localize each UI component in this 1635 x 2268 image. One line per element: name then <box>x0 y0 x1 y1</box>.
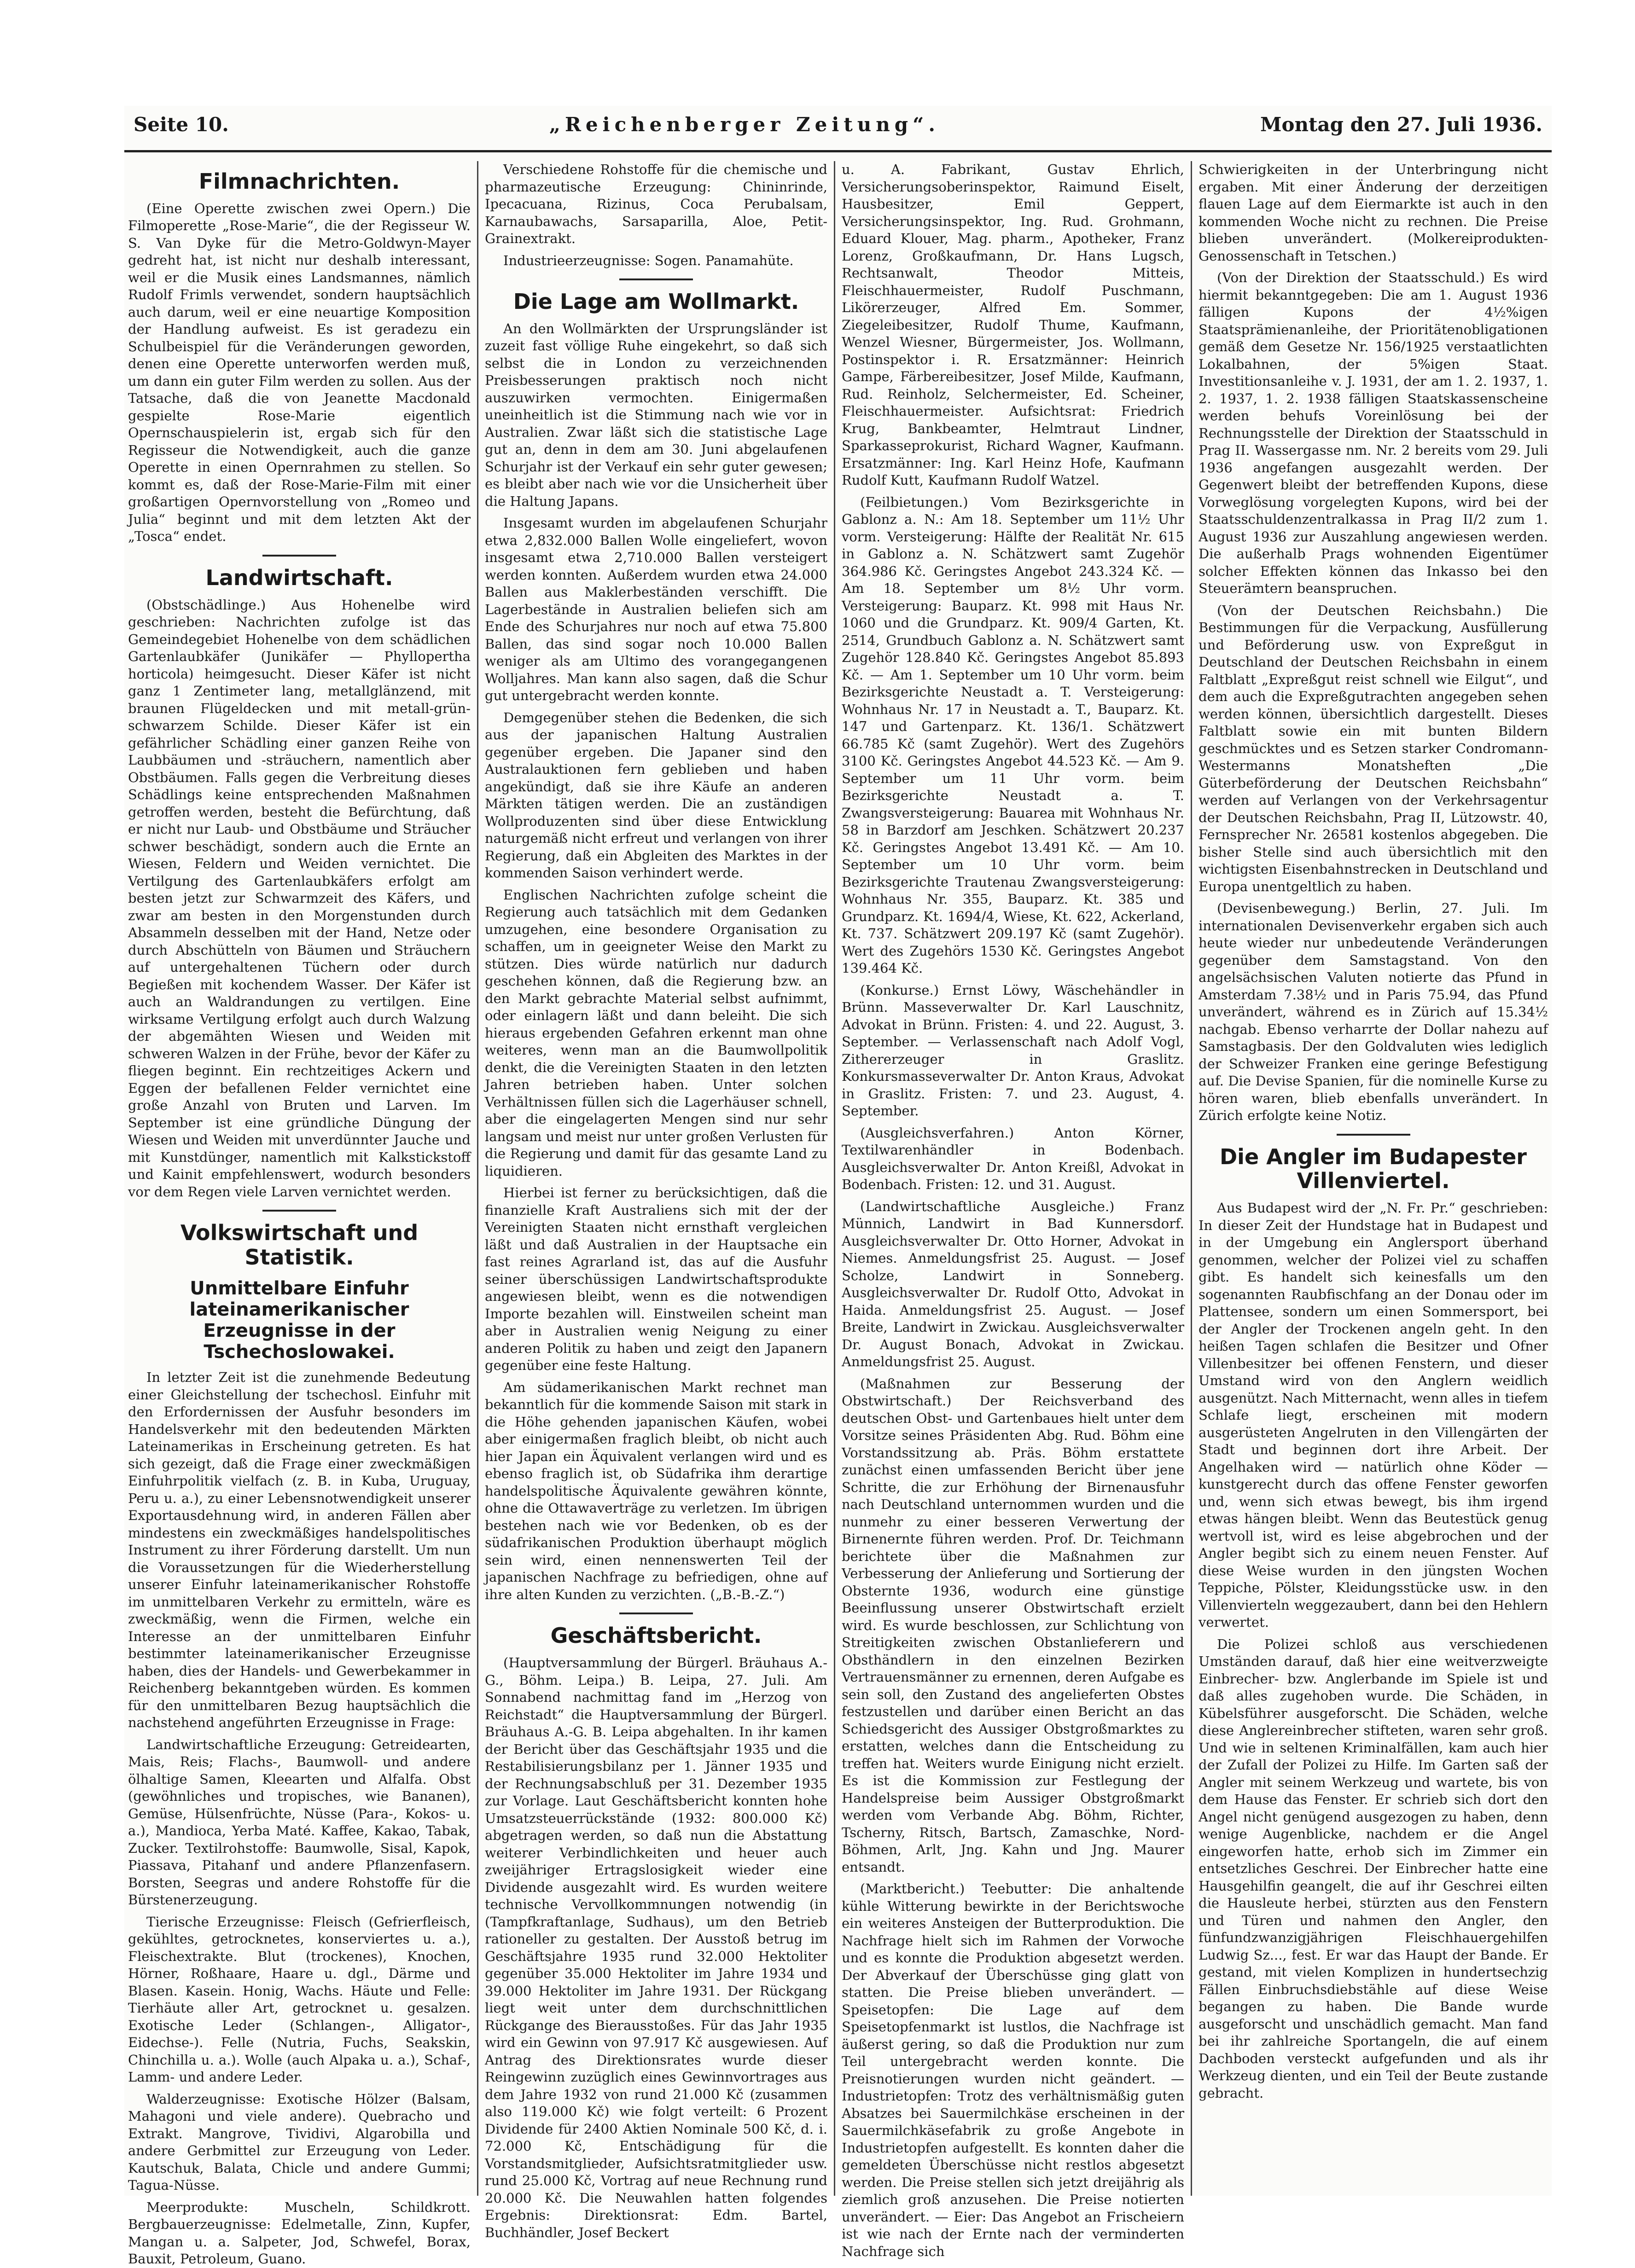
article-paragraph: (Von der Direktion der Staatsschuld.) Es wird hiermit bekanntgegeben: Die am 1. August 1936 fälligen Kupons der 4½%igen Staatsprämienanleihe, der Prioritätenobligationen gemäß dem Gesetze Nr. 156/1925 verstaatlichten Lokalbahnen, der 5%igen Staat. Investitionsanleihe v. J. 1931, der am 1. 2. 1937, 1. 2. 1937, 1. 2. 1938 fälligen Staatskassenscheine werden behufs Voreinlösung bei der Rechnungsstelle der Direktion der Staatsschuld in Prag II. Wassergasse nm. Nr. 2 bereits vom 29. Juli 1936 angefangen ausgezahlt werden. Der Gegenwert bleibt der betreffenden Kupons, diese Vorweglösung vorgelegten Kupons, wird bei der Staatsschuldenzentralkassa in Prag II/2 zum 1. August 1936 zur Auszahlung angewiesen werden. Die außerhalb Prags wohnenden Eigentümer solcher Effekten können das Inkasso bei den Steuerämtern beanspruchen. <box>1199 270 1548 596</box>
section-divider <box>1337 1134 1410 1136</box>
section-heading-agriculture: Landwirtschaft. <box>205 565 393 590</box>
article-paragraph: Englischen Nachrichten zufolge scheint die Regierung auch tatsächlich mit dem Gedanken umzugehen, eine besondere Organisation zu schaffen, um in geeigneter Weise den Markt zu stützen. Dies würde natürlich nur dadurch geschehen können, daß die Regierung bzw. an den Markt gebrachte Material selbst aufnimmt, oder einlagern läßt und dann beleiht. Die sich hieraus ergebenden Gefahren erkennt man ohne weiteres, wenn man an die Baumwollpolitik denkt, die die Vereinigten Staaten in den letzten Jahren betrieben haben. Unter solchen Verhältnissen füllen sich die Lagerhäuser schnell, aber die eingelagerten Mengen sind nur sehr langsam und meist nur unter großen Verlusten für die Regierung und damit für das gesamte Land zu liquidieren. <box>485 887 827 1179</box>
article-paragraph: (Feilbietungen.) Vom Bezirksgerichte in Gablonz a. N.: Am 18. September um 11½ Uhr vorm. Versteigerung: Hälfte der Realität Nr. 615 in Gablonz a. N. Schätzwert samt Zugehör 364.986 Kč. Geringstes Angebot 243.324 Kč. — Am 18. September um 8½ Uhr vorm. Versteigerung: Bauparz. Kt. 998 mit Haus Nr. 1060 und die Grundparz. Kt. 909/4 Garten, Kt. 2514, Grundbuch Gablonz a. N. Schätzwert samt Zugehör 128.840 Kč. Geringstes Angebot 85.893 Kč. — Am 1. September um 10 Uhr vorm. beim Bezirksgerichte Neustadt a. T. Versteigerung: Wohnhaus Nr. 17 in Neustadt a. T., Bauparz. Kt. 147 und Gartenparz. Kt. 136/1. Schätzwert 66.785 Kč (samt Zugehör). Wert des Zugehörs 3100 Kč. Geringstes Angebot 44.523 Kč. — Am 9. September um 11 Uhr vorm. beim Bezirksgerichte Neustadt a. T. Zwangsversteigerung: Bauarea mit Wohnhaus Nr. 58 in Barzdorf am Jeschken. Schätzwert 20.237 Kč. Geringstes Angebot 13.491 Kč. — Am 10. September um 10 Uhr vorm. beim Bezirksgerichte Trautenau Zwangsversteigerung: Wohnhaus Nr. 355, Bauparz. Kt. 385 und Grundparz. Kt. 1694/4, Wiese, Kt. 622, Ackerland, Kt. 737. Schätzwert 209.197 Kč (samt Zugehör). Wert des Zugehörs 1530 Kč. Geringstes Angebot 139.464 Kč. <box>842 494 1184 976</box>
article-paragraph: (Hauptversammlung der Bürgerl. Bräuhaus A.-G., Böhm. Leipa.) B. Leipa, 27. Juli. Am Sonnabend nachmittag fand im „Herzog von Reichstadt“ die Hauptversammlung der Bürgerl. Bräuhaus A.-G. B. Leipa abgehalten. In ihr kamen der Bericht über das Geschäftsjahr 1935 und die Restabilisierungsbilanz per 1. Jänner 1935 und der Rechnungsabschluß per 31. Dezember 1935 zur Vorlage. Laut Geschäftsbericht konnten hohe Umsatzsteuerrückstände (1932: 800.000 Kč) abgetragen werden, so daß nun die Abstattung weiterer Verbindlichkeiten und heuer auch zweijähriger Ertragslosigkeit wieder eine Dividende ausgezahlt wird. Es wurden weitere technische Vervollkommnungen notwendig (in (Tampfkraftanlage, Sudhaus), um den Betrieb rationeller zu gestalten. Der Ausstoß betrug im Geschäftsjahre 1935 rund 32.000 Hektoliter gegenüber 35.000 Hektoliter im Jahre 1934 und 39.000 Hektoliter im Jahre 1931. Der Rückgang liegt weit unter dem durchschnittlichen Rückgange des Bierausstoßes. Für das Jahr 1935 wird ein Gewinn von 97.917 Kč ausgewiesen. Auf Antrag des Direktionsrates wurde dieser Reingewinn zuzüglich eines Gewinnvortrages aus dem Jahre 1932 von rund 21.000 Kč (zusammen also 119.000 Kč) wie folgt verteilt: 6 Prozent Dividende für 2400 Aktien Nominale 500 Kč, d. i. 72.000 Kč, Entschädigung für die Vorstandsmitglieder, Aufsichtsratmitglieder usw. rund 25.000 Kč, Vortrag auf neue Rechnung rund 20.000 Kč. Die Neuwahlen hatten folgendes Ergebnis: Direktionsrat: Edm. Bartel, Buchhändler, Josef Beckert <box>485 1655 827 2240</box>
column-divider <box>477 161 478 2196</box>
article-paragraph: Meerprodukte: Muscheln, Schildkrott. Bergbauerzeugnisse: Edelmetalle, Zinn, Kupfer, Mangan u. a. Salpeter, Jod, Schwefel, Borax, Bauxit, Petroleum, Guano. <box>128 2199 471 2267</box>
article-paragraph: Aus Budapest wird der „N. Fr. Pr.“ geschrieben: In dieser Zeit der Hundstage hat in Budapest und in der Umgebung ein Anglersport überhand genommen, welcher der Polizei viel zu schaffen gibt. Es handelt sich keinesfalls um den sogenannten Raubfischfang an der Donau oder im Plattensee, sondern um einen Sommersport, bei der Angler der Trockenen angeln geht. In den heißen Tagen schlafen die Besitzer und Ofner Villenbesitzer bei offenen Fenstern, und dieser Umstand wird von den Anglern weidlich ausgenützt. Nach Mitternacht, wenn alles in tiefem Schlafe liegt, erscheinen mit modern ausgerüsteten Angelruten in den Villengärten der Stadt und beginnen dort ihre Arbeit. Der Angelhaken wird — natürlich ohne Köder — kunstgerecht durch das offene Fenster geworfen und, wenn sich etwas bewegt, bis ihm irgend etwas hängen bleibt. Wenn das Beutestück genug wertvoll ist, wird es leise abgebrochen und der Angler begibt sich zu einem neuen Fenster. Auf diese Weise wurden in den jüngsten Wochen Teppiche, Pölster, Kleidungsstücke usw. in den Villenvierteln weggezaubert, dann bei den Hehlern verwertet. <box>1199 1200 1548 1630</box>
section-divider <box>619 1613 693 1614</box>
article-paragraph: Hierbei ist ferner zu berücksichtigen, daß die finanzielle Kraft Australiens sich mit der der Vereinigten Staaten nicht ernsthaft vergleichen läßt und daß Australien in der Hauptsache ein fast reines Agrarland ist, das auf die Ausfuhr seiner überschüssigen Landwirtschaftsprodukte angewiesen bleibt, wenn es die notwendigen Importe bezahlen will. Einstweilen scheint man aber in Australien wenig Neigung zu einer anderen Politik zu haben und zeigt den Japanern gegenüber eine feste Haltung. <box>485 1185 827 1374</box>
newspaper-title: „Reichenberger Zeitung“. <box>549 113 940 136</box>
article-paragraph: Walderzeugnisse: Exotische Hölzer (Balsam, Mahagoni und viele andere). Quebracho und Extrakt. Mangrove, Tividivi, Algarobilla und andere Gerbmittel zur Erzeugung von Leder. Kautschuk, Balata, Chicle und andere Gummi; Tagua-Nüsse. <box>128 2091 471 2193</box>
article-paragraph: Landwirtschaftliche Erzeugung: Getreidearten, Mais, Reis; Flachs-, Baumwoll- und andere ölhaltige Samen, Kleearten und Alfalfa. Obst (gewöhnliches und tropisches, wie Bananen), Gemüse, Hülsenfrüchte, Nüsse (Para-, Kokos- u. a.), Mandioca, Yerba Maté. Kaffee, Kakao, Tabak, Zucker. Textilrohstoffe: Baumwolle, Sisal, Kapok, Piassava, Pitahanf und andere Pflanzenfasern. Borsten, Seegras und andere Rohstoffe für die Bürstenerzeugung. <box>128 1736 471 1908</box>
newspaper-page <box>124 106 1552 2267</box>
article-paragraph: (Ausgleichsverfahren.) Anton Körner, Textilwarenhändler in Bodenbach. Ausgleichsverwalter Dr. Anton Kreißl, Advokat in Bodenbach. Fristen: 12. und 31. August. <box>842 1125 1184 1192</box>
section-divider <box>262 555 336 557</box>
column-2 <box>481 161 831 2240</box>
section-divider <box>619 278 693 280</box>
article-paragraph: Demgegenüber stehen die Bedenken, die sich aus der japanischen Haltung Australien gegenüber ergeben. Die Japaner sind den Australauktionen fern geblieben und haben angekündigt, daß sie ihre Käufe an anderen Märkten tätigen werden. Die an zuständigen Wollproduzenten sind über diese Entwicklung naturgemäß nicht erfreut und verlangen von ihrer Regierung, daß ein Abgleiten des Marktes in der kommenden Saison verhindert werde. <box>485 709 827 881</box>
page-number: Seite 10. <box>134 113 229 136</box>
article-paragraph: (Konkurse.) Ernst Löwy, Wäschehändler in Brünn. Masseverwalter Dr. Karl Lauschnitz, Advokat in Brünn. Fristen: 4. und 22. August, 3. September. — Verlassenschaft nach Adolf Vogl, Zithererzeuger in Graslitz. Konkursmasseverwalter Dr. Anton Kraus, Advokat in Graslitz. Fristen: 7. und 23. August, 4. September. <box>842 982 1184 1119</box>
article-paragraph: (Eine Operette zwischen zwei Opern.) Die Filmoperette „Rose-Marie“, die der Regisseur W. S. Van Dyke für die Metro-Goldwyn-Mayer gedreht hat, ist nicht nur deshalb interessant, weil er die Musik eines Landsmannes, nämlich Rudolf Frimls verwendet, sondern hauptsächlich auch darum, weil er eine neuartige Komposition der Handlung aufweist. Es ist geradezu ein Schulbeispiel für die Veränderungen geworden, denen eine Operette unterworfen werden muß, um dann ein guter Film werden zu sollen. Aus der Tatsache, daß die von Jeanette Macdonald gespielte Rose-Marie eigentlich Opernschauspielerin ist, ergab sich für den Regisseur die Notwendigkeit, auch die ganze Operette in einen Opernrahmen zu stellen. So kommt es, daß der Rose-Marie-Film mit einer großartigen Opernvorstellung von „Romeo und Julia“ beginnt und mit dem letzten Akt der „Tosca“ endet. <box>128 200 471 545</box>
column-3 <box>838 161 1188 2259</box>
article-paragraph: Die Polizei schloß aus verschiedenen Umständen darauf, daß hier eine weitverzweigte Einbrecher- bzw. Anglerbande im Spiele ist und daß alles zugehoben wurde. Die Schäden, in Kübelsführer ausgeforscht. Die Schäden, welche diese Anglereinbrecher stifteten, waren sehr groß. Und wie in seltenen Kriminalfällen, kam auch hier der Zufall der Polizei zu Hilfe. Im Garten saß der Angler mit seinem Werkzeug und wartete, bis von dem Hause das Fenster. Er schrieb sich dort den Angel nicht genügend ausgezogen zu haben, denn wenige Augenblicke, nachdem er die Angel eingeworfen hatte, erhob sich im Zimmer ein entsetzliches Geschrei. Der Einbrecher hatte eine Hausgehilfin geangelt, die auf ihr Geschrei eilten die Hausleute herbei, stürzten aus den Fenstern und Türen und nahmen den Angler, den fünfundzwanzigjährigen Fleischhauergehilfen Ludwig Sz..., fest. Er war das Haupt der Bande. Er gestand, mit vielen Komplizen in hundertsechzig Fällen Einbruchsdiebstähle auf diese Weise begangen zu haben. Die Bande wurde ausgeforscht und unschädlich gemacht. Man fand bei ihr zahlreiche Sportangeln, die auf einem Dachboden versteckt aufgefunden und als ihr Werkzeug dienten, und ein Teil der Beute zustande gebracht. <box>1199 1636 1548 2101</box>
article-paragraph: In letzter Zeit ist die zunehmende Bedeutung einer Gleichstellung der tschechosl. Einfuhr mit den Erfordernissen der Ausfuhr besonders im Handelsverkehr mit den bedeutenden Märkten Lateinamerikas in Erscheinung getreten. Es hat sich gezeigt, daß die Frage einer zweckmäßigen Einfuhrpolitik vielfach (z. B. in Kuba, Uruguay, Peru u. a.), zu einer Lebensnotwendigkeit unserer Exportausdehnung wird, in anderen Fällen aber mindestens ein zweckmäßiges handelspolitisches Instrument zu ihrer Förderung darstellt. Um nun die Voraussetzungen für die Wiederherstellung unserer Einfuhr lateinamerikanischer Rohstoffe im unmittelbaren Verkehr zu ermitteln, wäre es zweckmäßig, wenn die Firmen, welche ein Interesse an der unmittelbaren Einfuhr bestimmter lateinamerikanischer Erzeugnisse haben, dies der Handels- und Gewerbekammer in Reichenberg bekanntgeben würden. Es kommen für den unmittelbaren Bezug hauptsächlich die nachstehend angeführten Erzeugnisse in Frage: <box>128 1369 471 1731</box>
article-paragraph: (Maßnahmen zur Besserung der Obstwirtschaft.) Der Reichsverband des deutschen Obst- und Gartenbaues hielt unter dem Vorsitze seines Präsidenten Abg. Rud. Böhm eine Vorstandssitzung ab. Präs. Böhm erstattete zunächst einen umfassenden Bericht über jene Schritte, die zur Erhöhung der Birnenausfuhr nach Deutschland unternommen wurden und die nunmehr zu einer besseren Verwertung der Birnenernte führen werden. Prof. Dr. Teichmann berichtete über die Maßnahmen zur Verbesserung der Anlieferung und Sortierung der Obsternte 1936, wodurch eine günstige Beeinflussung unserer Obstwirtschaft erzielt wird. Es wurde beschlossen, zur Schlichtung von Streitigkeiten zwischen Obstanlieferern und Obsthändlern in den einzelnen Bezirken Vertrauensmänner zu ernennen, deren Aufgabe es sein soll, den Zustand des angelieferten Obstes festzustellen und darüber einen Bericht an das Schiedsgericht des Aussiger Obstgroßmarktes zu erstatten, welches dann die Entscheidung zu treffen hat. Weiters wurde Einigung nicht erzielt. Es ist die Kommission zur Festlegung der Handelspreise beim Aussiger Obstgroßmarkt werden vom Verbande Abg. Böhm, Richter, Tscherny, Ritsch, Bartsch, Zamaschke, Nord-Böhmen, Arlt, Jng. Kahn und Jng. Maurer entsandt. <box>842 1375 1184 1875</box>
issue-date: Montag den 27. Juli 1936. <box>1260 113 1542 136</box>
article-paragraph: (Devisenbewegung.) Berlin, 27. Juli. Im internationalen Devisenverkehr ergaben sich auch heute wieder nur unbedeutende Veränderungen gegenüber dem Samstagstand. Von den angelsächsischen Valuten notierte das Pfund in Amsterdam 7.38½ und in Paris 75.94, das Pfund unverändert, während es in Zürich auf 15.34½ nachgab. Ebenso verharrte der Dollar nahezu auf Samstagbasis. Der den Goldvaluten wies lediglich der Schweizer Franken eine geringe Befestigung auf. Die Devise Spanien, für die nominelle Kurse zu hören waren, blieb ebenfalls unverändert. In Zürich erfolgte keine Notiz. <box>1199 900 1548 1123</box>
article-paragraph: (Marktbericht.) Teebutter: Die anhaltende kühle Witterung bewirkte in der Berichtswoche ein weiteres Ansteigen der Butterproduktion. Die Nachfrage hielt sich im Rahmen der Vorwoche und es konnte die Produktion abgesetzt werden. Der Abverkauf der Überschüsse ging glatt von statten. Die Preise blieben unverändert. — Speisetopfen: Die Lage auf dem Speisetopfenmarkt ist lustlos, die Nachfrage ist äußerst gering, so daß die Produktion nur zum Teil untergebracht werden konnte. Die Preisnotierungen wurden nicht geändert. — Industrietopfen: Trotz des verhältnismäßig guten Absatzes bei Sauermilchkäse erscheinen in der Sauermilchkäsefabrik zu große Angebote in Industrietopfen aufgestellt. Es konnten daher die gemeldeten Überschüsse nicht restlos abgesetzt werden. Die Preise stellen sich jetzt dreijährig als ziemlich groß anzusehen. Die Preise notierten unverändert. — Eier: Das Angebot an Frischeiern ist wie nach der Ernte nach der verminderten Nachfrage sich <box>842 1881 1184 2259</box>
article-paragraph: Insgesamt wurden im abgelaufenen Schurjahr etwa 2,832.000 Ballen Wolle eingeliefert, wovon insgesamt etwa 2,710.000 Ballen versteigert werden konnten. Außerdem wurden etwa 24.000 Ballen aus Maklerbeständen verschifft. Die Lagerbestände in Australien beliefen sich am Ende des Schurjahres nur noch auf etwa 75.800 Ballen, das sind sogar noch 10.000 Ballen weniger als am Ultimo des vorangegangenen Wolljahres. Man kann also sagen, daß die Schur gut untergebracht werden konnte. <box>485 515 827 704</box>
article-paragraph: u. A. Fabrikant, Gustav Ehrlich, Versicherungsoberinspektor, Raimund Eiselt, Hausbesitzer, Emil Geppert, Versicherungsinspektor, Ing. Rud. Grohmann, Eduard Klouer, Mag. pharm., Apotheker, Franz Lorenz, Großkaufmann, Dr. Hans Lugsch, Rechtsanwalt, Theodor Mitteis, Fleischhauermeister, Rudolf Puschmann, Likörerzeuger, Alfred Em. Sommer, Ziegeleibesitzer, Rudolf Thume, Kaufmann, Wenzel Wiesner, Bürgermeister, Jos. Wollmann, Postinspektor i. R. Ersatzmänner: Heinrich Gampe, Färbereibesitzer, Josef Milde, Kaufmann, Rud. Reinholz, Selchermeister, Ed. Scheiner, Fleischhauermeister. Aufsichtsrat: Friedrich Krug, Bankbeamter, Helmtraut Lindner, Sparkasseprokurist, Richard Wagner, Kaufmann. Ersatzmänner: Ing. Karl Heinz Hofe, Kaufmann Rudolf Kutt, Kaufmann Rudolf Watzel. <box>842 162 1184 488</box>
article-headline-anglers: Die Angler im Budapester Villenviertel. <box>1220 1144 1527 1194</box>
article-paragraph: Industrieerzeugnisse: Sogen. Panamahüte. <box>503 252 794 268</box>
section-heading-economy: Volkswirtschaft und Statistik. <box>180 1220 419 1270</box>
header-rule <box>124 150 1552 152</box>
column-divider <box>1191 161 1192 2196</box>
article-headline-import: Unmittelbare Einfuhr lateinamerikanischer Erzeugnisse in der Tschechoslowakei. <box>189 1278 409 1363</box>
page-header <box>134 106 1542 143</box>
article-paragraph: Schwierigkeiten in der Unterbringung nicht ergaben. Mit einer Änderung der derzeitigen flauen Lage auf dem Eiermarkte ist auch in den kommenden Woche nicht zu rechnen. Die Preise blieben unverändert. (Molkereiprodukten-Genossenschaft in Tetschen.) <box>1199 162 1548 264</box>
section-heading-film: Filmnachrichten. <box>198 169 400 194</box>
article-paragraph: (Von der Deutschen Reichsbahn.) Die Bestimmungen für die Verpackung, Ausfüllerung und Beförderung usw. von Expreßgut in Deutschland der Deutschen Reichsbahn in einem Faltblatt „Expreßgut reist schnell wie Eilgut“, und dem auch die Expreßgutrachten angegeben sehen werden können, übersichtlich dargestellt. Dieses Faltblatt sowie ein mit bunten Bildern geschmücktes und es Setzen starker Condromann-Westermanns Monatsheften „Die Güterbeförderung der Deutschen Reichsbahn“ werden auf Verlangen von der Verkehrsagentur der Deutschen Reichsbahn, Prag II, Lützowstr. 40, Fernsprecher Nr. 26581 kostenlos abgegeben. Die bisher Stelle sind auch übersichtlich mit den wichtigsten Eisenbahnstrecken in Deutschland und Europa unentgeltlich zu haben. <box>1199 602 1548 894</box>
column-4 <box>1195 161 1552 2196</box>
article-paragraph: Verschiedene Rohstoffe für die chemische und pharmazeutische Erzeugung: Chininrinde, Ipecacuana, Rizinus, Coca Perubalsam, Karnaubawachs, Sarsaparilla, Aloe, Petit-Grainextrakt. <box>485 162 827 246</box>
article-paragraph: Tierische Erzeugnisse: Fleisch (Gefrierfleisch, gekühltes, getrocknetes, konserviertes u. a.), Fleischextrakte. Blut (trockenes), Knochen, Hörner, Roßhaare, Haare u. dgl., Därme und Blasen. Kasein. Honig, Wachs. Häute und Felle: Tierhäute aller Art, getrocknet u. gesalzen. Exotische Leder (Schlangen-, Alligator-, Eidechse-). Felle (Nutria, Fuchs, Seakskin, Chinchilla u. a.). Wolle (auch Alpaka u. a.), Schaf-, Lamm- und andere Leder. <box>128 1914 471 2085</box>
article-paragraph: (Landwirtschaftliche Ausgleiche.) Franz Münnich, Landwirt in Bad Kunnersdorf. Ausgleichsverwalter Dr. Otto Horner, Advokat in Niemes. Anmeldungsfrist 25. August. — Josef Scholze, Landwirt in Sonneberg. Ausgleichsverwalter Dr. Rudolf Otto, Advokat in Haida. Anmeldungsfrist 25. August. — Josef Breite, Landwirt in Zwickau. Ausgleichsverwalter Dr. August Bonach, Advokat in Zwickau. Anmeldungsfrist 25. August. <box>842 1198 1184 1369</box>
article-headline-wool: Die Lage am Wollmarkt. <box>513 289 799 314</box>
article-paragraph: Am südamerikanischen Markt rechnet man bekanntlich für die kommende Saison mit stark in die Höhe gehenden japanischen Käufen, wobei aber einigermaßen fraglich bleibt, ob nicht auch hier Japan ein Äquivalent verlangen wird und es ebenso fraglich ist, ob Südafrika ihm derartige handelspolitische Äquivalente gewähren könnte, ohne die Ottawaverträge zu verletzen. Im übrigen bestehen nach wie vor Bedenken, ob es der südafrikanischen Produktion überhaupt möglich sein wird, einen nennenswerten Teil der japanischen Nachfrage zu befriedigen, ohne auf ihre alten Kunden zu verzichten. („B.-B.-Z.“) <box>485 1379 827 1602</box>
column-divider <box>834 161 835 2196</box>
section-divider <box>262 1210 336 1212</box>
article-paragraph: (Obstschädlinge.) Aus Hohenelbe wird geschrieben: Nachrichten zufolge ist das Gemeindegebiet Hohenelbe von dem schädlichen Gartenlaubkäfer (Junikäfer — Phyllopertha horticola) heimgesucht. Dieser Käfer ist nicht ganz 1 Zentimeter lang, metallglänzend, mit braunen Flügeldecken und mit metall-grün-schwarzem Schilde. Dieser Käfer ist ein gefährlicher Schädling einer ganzen Reihe von Laubbäumen und -sträuchern, namentlich aber Obstbäumen. Falls gegen die Verbreitung dieses Schädlings keine entsprechenden Maßnahmen getroffen werden, besteht die Befürchtung, daß er nicht nur Laub- und Obstbäume und Sträucher schwer beschädigt, sondern auch die Ernte an Wiesen, Feldern und Weiden vernichtet. Die Vertilgung des Gartenlaubkäfers erfolgt am besten jetzt zur Schwarmzeit des Käfers, und zwar am besten in den Morgenstunden durch Absammeln desselben mit der Hand, Netze oder durch Abschütteln von Bäumen und Sträuchern auf untergehaltenen Tüchern oder durch Begießen mit kochendem Wasser. Der Käfer ist auch an Waldrandungen zu vertilgen. Eine wirksame Vertilgung erfolgt auch durch Walzung der abgemähten Wiesen und Weiden mit schweren Walzen in der Frühe, bevor der Käfer zu fliegen beginnt. Ein rechtzeitiges Ackern und Eggen der befallenen Felder vernichtet eine große Anzahl von Bruten und Larven. Im September ist eine gründliche Düngung der Wiesen und Weiden mit unverdünnter Jauche und mit Kunstdünger, namentlich mit Kalkstickstoff und Kainit empfehlenswert, wodurch besonders vor dem Regen viele Larven vernichtet werden. <box>128 597 471 1200</box>
column-1 <box>124 161 474 2267</box>
section-heading-business-report: Geschäftsbericht. <box>550 1623 762 1648</box>
article-paragraph: An den Wollmärkten der Ursprungsländer ist zuzeit fast völlige Ruhe eingekehrt, so daß sich selbst die in London zu verzeichnenden Preisbesserungen praktisch noch nicht auszuwirken vermochten. Einigermaßen uneinheitlich ist die Stimmung nach wie vor in Australien. Zwar läßt sich die statistische Lage gut an, denn in dem am 30. Juni abgelaufenen Schurjahr ist der Verkauf ein sehr guter gewesen; es bleibt aber nach wie vor die Unsicherheit über die Haltung Japans. <box>485 320 827 509</box>
